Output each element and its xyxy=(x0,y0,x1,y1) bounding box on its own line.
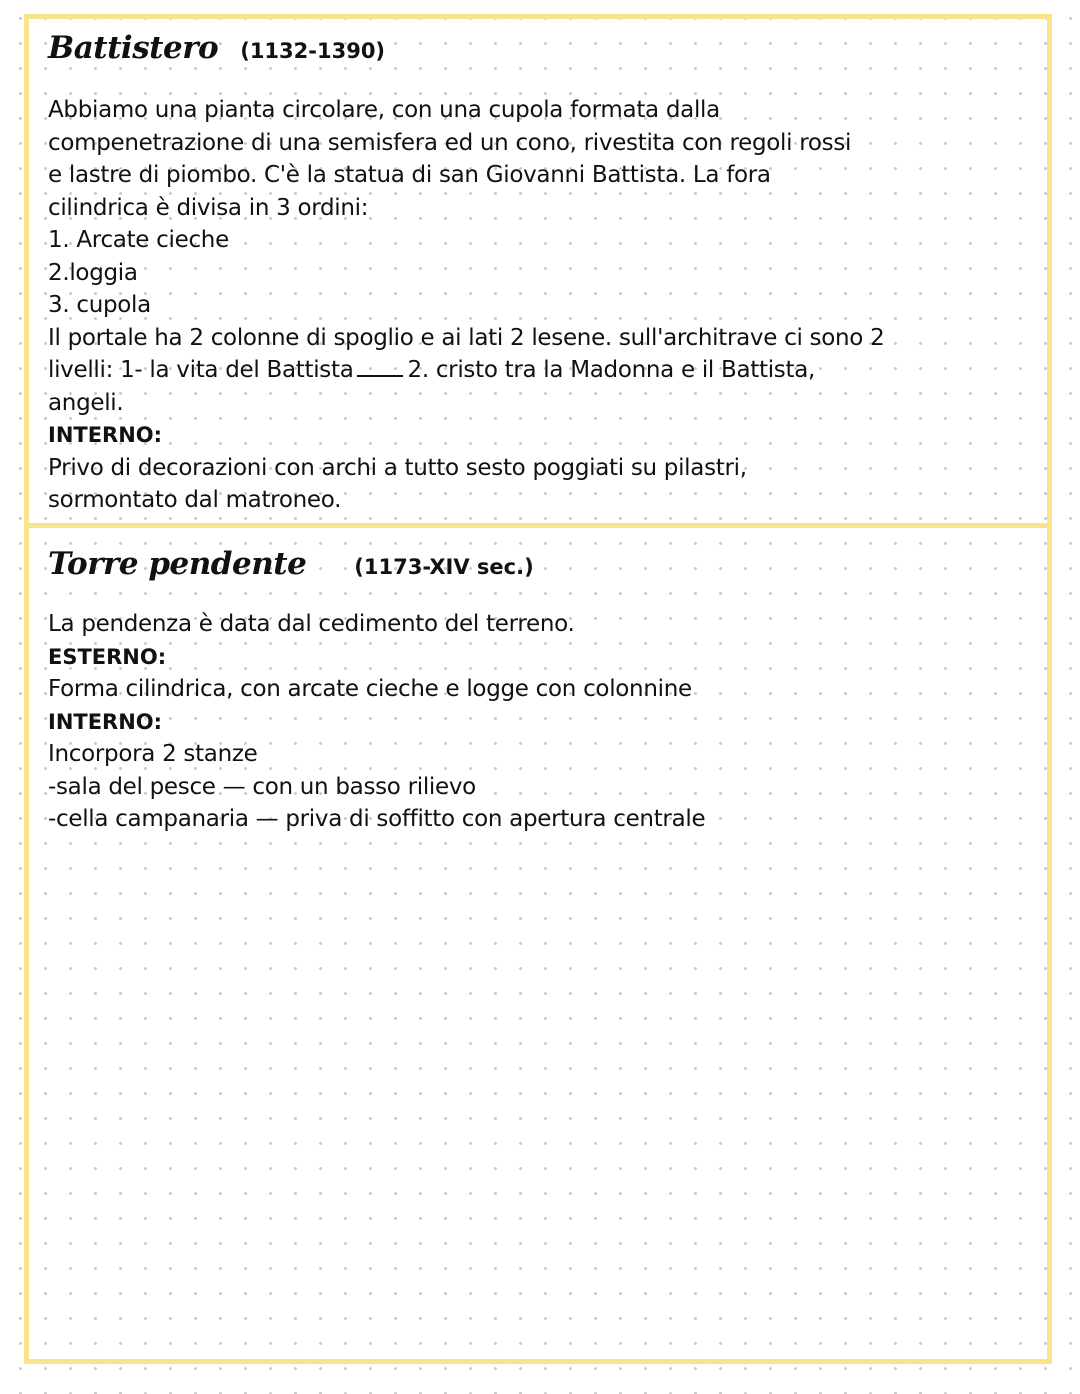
text-line: La pendenza è data dal cedimento del terreno. xyxy=(48,611,575,637)
esterno-heading: ESTERNO: xyxy=(48,644,167,669)
text-line: sormontato dal matroneo. xyxy=(48,487,342,513)
text-line: e lastre di piombo. C'è la statua di san Giovanni Battista. La fora xyxy=(48,162,771,188)
section-divider xyxy=(24,523,1052,528)
text-line: compenetrazione di una semisfera ed un cono, rivestita con regoli rossi xyxy=(48,129,852,156)
torre-title: Torre pendente xyxy=(48,546,307,582)
text-line: Privo di decorazioni con archi a tutto sesto poggiati su pilastri, xyxy=(48,454,747,481)
list-item: 1. Arcate cieche xyxy=(48,227,229,253)
text-line: Il portale ha 2 colonne di spoglio e ai lati 2 lesene. sull'architrave ci sono 2 xyxy=(48,324,885,351)
list-item: 3. cupola xyxy=(48,292,151,318)
battistero-body xyxy=(48,94,1048,517)
text-line xyxy=(48,354,1048,387)
battistero-dates: (1132-1390) xyxy=(240,39,386,63)
interno-heading: INTERNO: xyxy=(48,423,163,447)
torre-section xyxy=(48,546,1048,836)
blank-underline xyxy=(357,355,403,377)
torre-title-row xyxy=(48,546,1048,596)
torre-dates: (1173-XIV sec.) xyxy=(354,555,534,579)
battistero-section xyxy=(48,30,1048,517)
list-item: -sala del pesce — con un basso rilievo xyxy=(48,773,476,800)
battistero-title: Battistero xyxy=(48,30,219,66)
battistero-title-row xyxy=(48,30,1048,80)
list-item: 2.loggia xyxy=(48,259,138,286)
text-line: Abbiamo una pianta circolare, con una cupola formata dalla xyxy=(48,97,720,123)
livelli-part-2: 2. cristo tra la Madonna e il Battista, xyxy=(407,357,816,383)
livelli-part-1: livelli: 1- la vita del Battista xyxy=(48,357,354,383)
torre-body xyxy=(48,608,1048,836)
list-item: -cella campanaria — priva di soffitto con apertura centrale xyxy=(48,806,706,832)
text-line: Incorpora 2 stanze xyxy=(48,741,258,767)
text-line: cilindrica è divisa in 3 ordini: xyxy=(48,194,369,221)
text-line: Forma cilindrica, con arcate cieche e logge con colonnine xyxy=(48,676,692,702)
text-line: angeli. xyxy=(48,389,124,416)
interno-heading: INTERNO: xyxy=(48,709,163,734)
